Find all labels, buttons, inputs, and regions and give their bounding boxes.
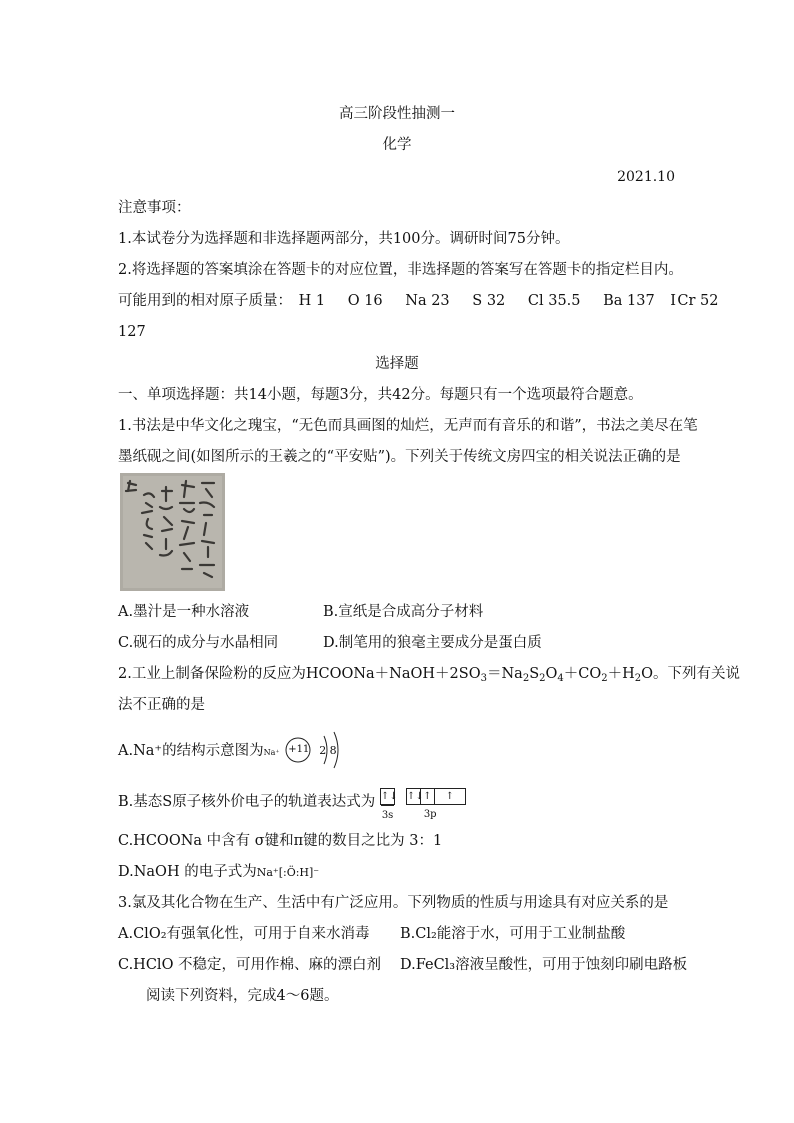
q2-stem-line1: 2.工业上制备保险粉的反应为$HCOONa+NaOH+2SO_3=Na_2S_2O_4+CO_2+H_2O$。下列有关说 [118, 666, 741, 684]
q1-stem-line2: 墨纸砚之间(如图所示的王羲之的“平安贴”)。下列关于传统文房四宝的相关说法正确的是 [118, 449, 681, 465]
q1-option-c: C.砚石的成分与水晶相同 [118, 635, 279, 651]
q3-option-d: D.FeCl₃溶液呈酸性，可用于蚀刻印刷电路板 [400, 957, 688, 973]
q2-option-a [118, 734, 374, 768]
exam-date: 2021.10 [617, 169, 675, 185]
mass-o: O 16 [347, 293, 383, 309]
reading-instruction: 阅读下列资料，完成4～6题。 [146, 988, 339, 1004]
q2-option-c: C.HCOONa 中含有 σ键和π键的数目之比为 3：1 [118, 833, 443, 849]
orbital-3p-box-3: ↑ [434, 788, 466, 805]
orbital-3s-label: 3s [381, 805, 395, 826]
atomic-masses-label: 可能用到的相对原子质量： [118, 293, 292, 309]
q2-option-b-text: B.基态S原子核外价电子的轨道表达式为 [118, 794, 376, 810]
q2-option-d [118, 862, 319, 883]
mass-h: H 1 [298, 293, 326, 309]
section-intro: 一、单项选择题：共14小题，每题3分，共42分。每题只有一个选项最符合题意。 [118, 387, 643, 403]
atomic-masses-line [118, 291, 719, 311]
q2-option-a-ion: Na⁺ [263, 748, 280, 757]
atomic-masses-cont: 127 [118, 324, 146, 340]
electron-shells: 2 8 [319, 744, 337, 757]
orbital-3p-label: 3p [423, 809, 437, 820]
mass-na: Na 23 [405, 293, 450, 309]
orbital-3p-box-2: ↑ [420, 788, 435, 805]
naoh-electron-formula: Na⁺[:Ö:H]⁻ [256, 866, 320, 879]
q2-stem-part: ＋CO [563, 666, 602, 682]
q2-stem-part: ＋H [607, 666, 635, 682]
q3-option-b: B.Cl₂能溶于水，可用于工业制盐酸 [400, 926, 626, 942]
q3-stem: 3.氯及其化合物在生产、生活中有广泛应用。下列物质的性质与用途具有对应关系的是 [118, 895, 669, 911]
q1-stem-line1: 1.书法是中华文化之瑰宝，“无色而具画图的灿烂，无声而有音乐的和谐”，书法之美尽在笔 [118, 418, 698, 434]
q3-option-a: A.ClO₂有强氧化性，可用于自来水消毒 [118, 926, 370, 942]
mass-s: S 32 [472, 293, 506, 309]
notice-item-1: 1.本试卷分为选择题和非选择题两部分，共100分。调研时间75分钟。 [118, 231, 570, 247]
notice-item-2: 2.将选择题的答案填涂在答题卡的对应位置，非选择题的答案写在答题卡的指定栏目内。 [118, 262, 683, 278]
q1-option-b: B.宣纸是合成高分子材料 [323, 604, 484, 620]
exam-title: 高三阶段性抽测一 [339, 106, 455, 122]
q1-option-d: D.制笔用的狼毫主要成分是蛋白质 [323, 635, 542, 651]
q2-stem-part: O。下列有关说 [641, 666, 741, 682]
q2-option-b [118, 791, 472, 821]
q2-option-a-text: A.Na⁺的结构示意图为 [118, 743, 264, 759]
mass-cl: Cl 35.5 [527, 293, 581, 309]
notice-heading: 注意事项： [118, 200, 191, 216]
na-ion-structure-diagram [284, 734, 374, 768]
q2-stem-part: ＝Na [486, 666, 523, 682]
q2-stem-line2: 法不正确的是 [118, 697, 205, 713]
section-title: 选择题 [375, 356, 419, 372]
mass-cr: Cr 52 [677, 293, 719, 309]
orbital-3s-box: ↑↓ [380, 788, 395, 805]
q2-option-d-text: D.NaOH 的电子式为 [118, 864, 257, 880]
orbital-3p-box-1: ↑↓ [406, 788, 421, 805]
mass-ba: Ba 137 [603, 293, 655, 309]
subject-title: 化学 [382, 137, 412, 153]
q3-option-c: C.HClO 不稳定，可用作棉、麻的漂白剂 [118, 957, 382, 973]
q2-stem-part: 2.工业上制备保险粉的反应为HCOONa＋NaOH＋2SO [118, 666, 481, 682]
calligraphy-image [120, 473, 225, 591]
q1-option-a: A.墨汁是一种水溶液 [118, 604, 250, 620]
nucleus-charge: +11 [288, 744, 310, 755]
mass-i: I [670, 293, 676, 309]
orbital-diagram [380, 791, 472, 821]
